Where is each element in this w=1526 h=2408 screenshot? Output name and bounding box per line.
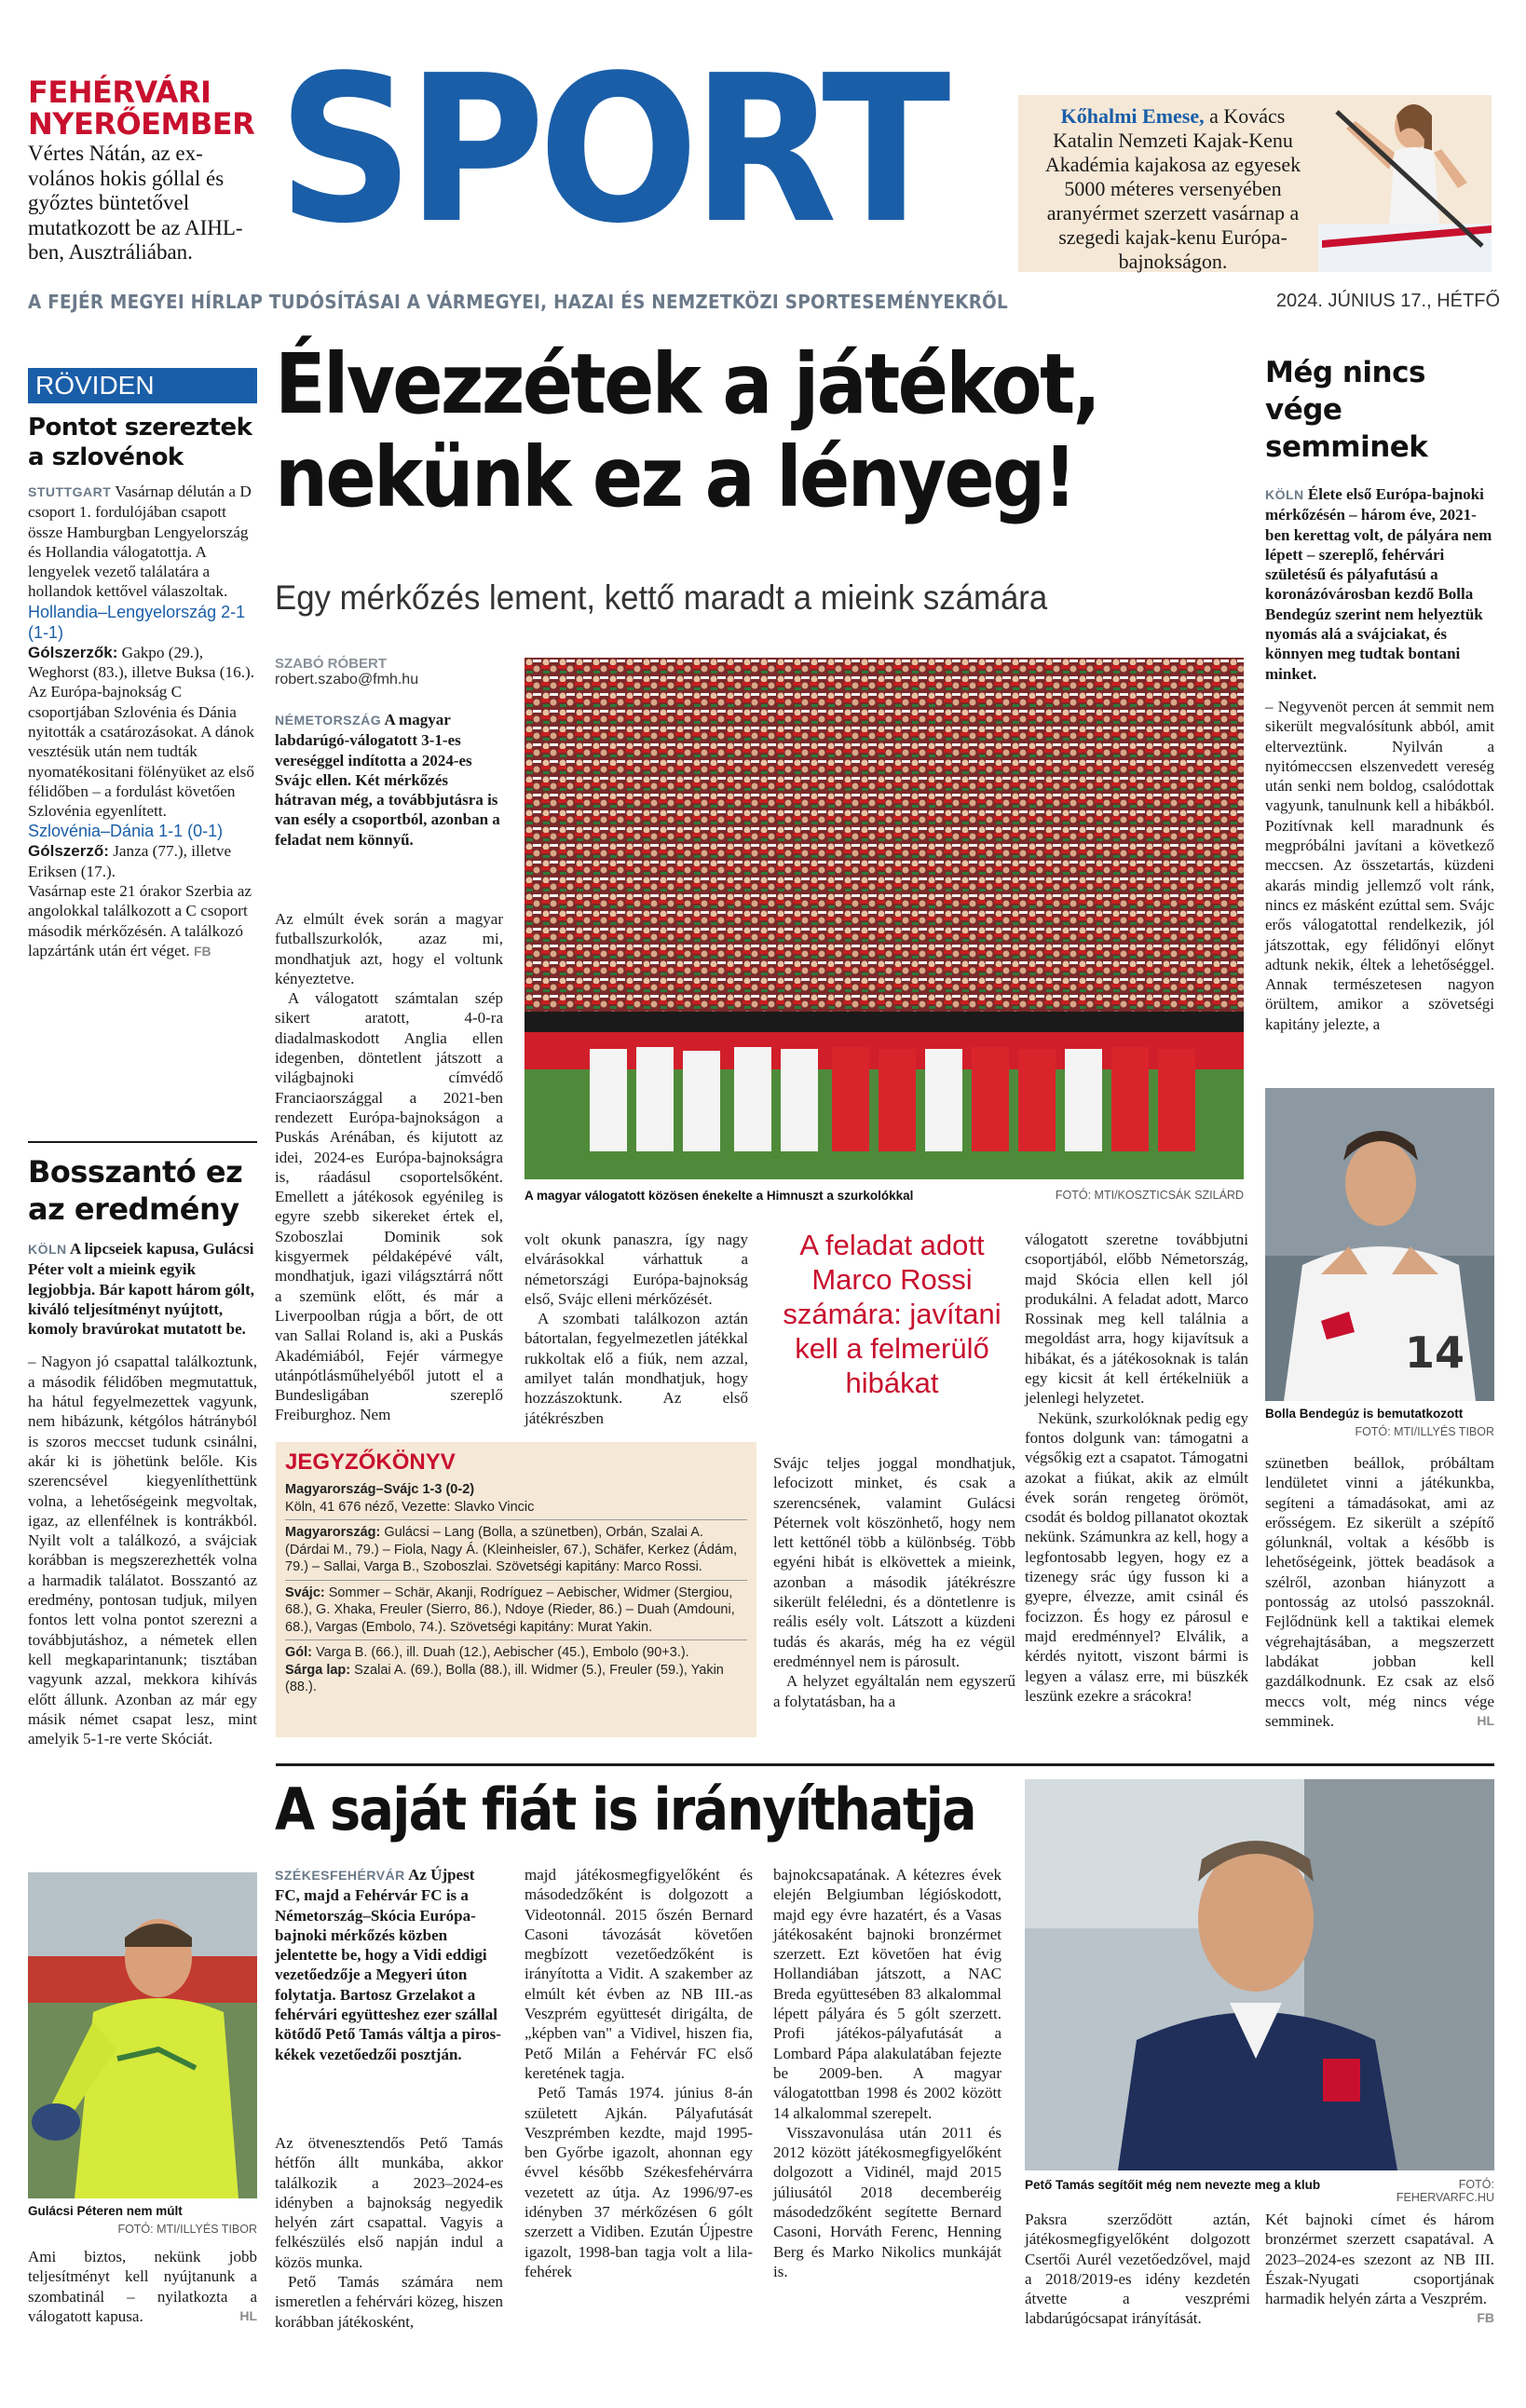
jegyzokonyv-box bbox=[276, 1442, 756, 1737]
masthead-title: SPORT bbox=[278, 33, 945, 268]
bosszanto-after-text: Ami biztos, nekünk jobb teljesítményt kell nyújtanunk a szombatinál – nyilatkozta a válogatott kapusa. bbox=[28, 2248, 257, 2325]
winner-title-line1: FEHÉRVÁRI bbox=[28, 75, 211, 110]
peto-c3b: Visszavonulása után 2011 és 2012 között játékosmegfigyelőként dolgozott a Vidinél, majd 2015 júliusától 2018 decemberéig másodedzőként segítette Bernard Casoni, Horváth Ferenc, Henning Berg és Marko Nikolics munkáját is. bbox=[773, 2123, 1001, 2280]
peto-c2b: Pető Tamás 1974. június 8-án született Ajkán. Pályafutását Veszprémben kezdte, majd 1995-ben Győrbe igazolt, ahonnan egy évvel később Székesfehérvárra vezetett az útja. Az 1996/97-es idényben 37 mérkőzésen 6 gólt szerzett a Vidiben. Ezután Újpestre igazolt, 1998-ban tagja volt a lila-fehérek bbox=[525, 2084, 753, 2280]
jk-goals-label: Gól: bbox=[285, 1645, 312, 1660]
jegyzokonyv-body bbox=[285, 1481, 747, 1696]
jk-goals-text: Varga B. (66.), ill. Duah (12.), Aebischer (45.), Embolo (90+3.). bbox=[312, 1645, 689, 1660]
roviden-location: STUTTGART bbox=[28, 484, 112, 499]
scorers1-label: Gólszerzők: bbox=[28, 643, 118, 661]
peto-photo bbox=[1025, 1779, 1494, 2170]
jk-cards bbox=[285, 1662, 747, 1696]
roviden-p2: Az Európa-bajnokság C csoportjában Szlovénia és Dánia nyitották a csatározásokat. A dánok vesztésük után nem tudták nyomatékositani fölényüket az első félidőben – a fordulást követően Szlovénia egyenlített. bbox=[28, 683, 254, 821]
peto-location: SZÉKESFEHÉRVÁR bbox=[275, 1868, 405, 1883]
peto-col5 bbox=[1265, 2210, 1494, 2329]
jk-cards-text: Szalai A. (69.), Bolla (88.), ill. Widmer (5.), Freuler (59.), Yakin (88.). bbox=[285, 1662, 724, 1694]
peto-c5: Két bajnoki címet és három bronzérmet szerzett csapatával. A 2023–2024-es szezont az NB III. Észak-Nyugati csoportjának harmadik helyén zárta a Veszprém. bbox=[1265, 2211, 1494, 2308]
author-name: SZABÓ RÓBERT bbox=[275, 656, 387, 672]
right-body: – Negyvenöt percen át semmit nem sikerült megvalósítunk abból, amit elterveztünk. Nyilván a nyitómeccsen elszenvedett vereség után senki nem boldog, csalódottak vagyunk, tanulnunk kell a hibákból. Pozitívnak kell maradnunk és megpróbálni javítani a következő meccsen. Az összetartás, küzdeni akarás mindig jellemző volt ránk, nincs ez másként ezúttal sem. Svájc erős válogatottal rendelkezik, jól játszottak, egy félidőnyi előnyt adtunk nekik, éltek a lehetőséggel. Annak természetesen nagyon örültem, amikor a szövetségi kapitány jelezte, a bbox=[1265, 697, 1494, 1033]
peto-c1: Az ötvenesztendős Pető Tamás hétfőn állt munkába, akkor találkozik a 2023–2024-es idényben a bajnokság negyedik helyén zárt csapattal. Vagyis a felkészülés első napján indul a közös munka. bbox=[275, 2134, 503, 2271]
main-col4-a: válogatott szeretne továbbjutni csoportjából, előbb Németország, majd Skócia ellen kell jól produkálni. A feladat adott, Marco Rossinak meg kell találnia a megoldást arra, hogy kijavítsuk a hibákat, és a játékosoknak is talán egy kicsit át kell értékelniük a jelenlegi helyzetet. bbox=[1025, 1231, 1248, 1408]
main-location: NÉMETORSZÁG bbox=[275, 713, 382, 728]
bolla-credit: FOTÓ: MTI/ILLYÉS TIBOR bbox=[1355, 1425, 1494, 1438]
gulacsi-caption: Gulácsi Péteren nem múlt bbox=[28, 2204, 183, 2218]
main-col3-b: A helyzet egyáltalán nem egyszerű a folytatásban, ha a bbox=[773, 1672, 1015, 1710]
jk-sui-label: Svájc: bbox=[285, 1585, 325, 1600]
peto-col3 bbox=[773, 1865, 1001, 2281]
peto-col4 bbox=[1025, 2210, 1250, 2329]
main-lead bbox=[275, 710, 503, 850]
main-col3-a: Svájc teljes joggal mondhatjuk, lefocizott minket, és csak a szerencsének, valamint Gulácsi Péternek volt köszönhető, hogy nem lett kettőnél több a különbség. Több egyéni hibát is elkövettek a mieink, azonban a második játékrészre sikerült feléledni, és a döntetlenre is reális esély volt. Látszott a küzdeni tudás és akarás, még ha ez végül eredménnyel nem is párosult. bbox=[773, 1454, 1015, 1670]
main-col3 bbox=[773, 1453, 1015, 1711]
peto-c4: Paksra szerződött aztán, játékosmegfigyelőként dolgozott Csertői Aurél vezetőedzővel, majd a 2018/2019-es idény kezdetén átvette a veszprémi labdarúgócsapat irányítását. bbox=[1025, 2211, 1250, 2328]
roviden-body bbox=[28, 482, 257, 961]
bottom-divider bbox=[276, 1763, 1494, 1766]
issue-date: 2024. JÚNIUS 17., HÉTFŐ bbox=[1275, 291, 1500, 311]
main-col4-b: Nekünk, szurkolóknak pedig egy fontos dolgunk van: támogatni a végsőkig ezt a csapatot. Támogatni azokat a fiúkat, akik az elmúlt évek során rengeteg örömöt, csodát és boldog pillanatot okoztak nekünk. Számunkra az kell, hogy a legfontosabb legyen, hogy ez a tizenegy srác úgy fusson ki a gyepre, élvezze, amit csinál és focizzon. És hogy ez párosul e majd eredménnyel? Elválik, a kérdés nyitott, viszont bármi is legyen a válasz erre, mi büszkék leszünk ezekre a srácokra! bbox=[1025, 1408, 1248, 1705]
right-article bbox=[1265, 354, 1494, 1034]
right-signature: HL bbox=[1477, 1712, 1494, 1728]
roviden-p1: Vasárnap délután a D csoport 1. fordulójában csapott össze Hamburgban Lengyelország és Hollandia válogatottja. A lengyelek vezető találatára a hollandok kettővel válaszoltak. bbox=[28, 483, 252, 601]
right-lead bbox=[1265, 484, 1494, 684]
right-after bbox=[1265, 1453, 1494, 1731]
author-email[interactable]: robert.szabo@fmh.hu bbox=[275, 672, 419, 687]
peto-lead-text: Az Újpest FC, majd a Fehérvár FC is a Németország–Skócia Európa-bajnoki mérkőzés közben jelentette be, hogy a Vidi eddigi vezetőedzője a Megyeri úton folytatja. Bartosz Grzelakot a fehérvári együtteshez ezer szállal kötődő Pető Tamás váltja a piros-kékek vezetőedzői posztján. bbox=[275, 1866, 501, 2063]
main-p2: A válogatott számtalan szép sikert aratott, 4-0-ra diadalmaskodott Anglia ellen idegenben, döntetlent játszott a világbajnoki címvédő Franciaországgal a 2021-ben rendezett Európa-bajnokságon a Puskás Arénában, és kijutott az idei, 2024-es Európa-bajnokságra is, ráadásul csoportelsőként. Emellett a játékosok egyénileg is egyre szebb sikereket értek el, Szoboszlai Dominik sok kisgyermek példaképévé vált, mondhatjuk, igazi világsztárrá nőtt a szemünk előtt, és már a Liverpoolban rúgja a bőrt, de ott van Sallai Roland is, aki a Puskás Akadémiából, Fejér vármegye utánpótlásműhelyéből jutott el a Bundesligában szereplő Freiburghoz. Nem bbox=[275, 989, 503, 1424]
jegyzokonyv-label: JEGYZŐKÖNYV bbox=[285, 1449, 456, 1475]
right-after-text: szünetben beállok, próbáltam lendületet vinni a játékunkba, segíteni a támadásokat, ami az erősségem. Ez sikerült a szépítő gólunknál, voltak a később is lehetőségeink, jöttek beadások a szélről, azonban hiányzott a pontosság az utolsó passzoknál. Fejlődnünk kell a taktikai elemek végrehajtásában, a megszerzett labdákat jobban kell gazdálkodnunk. Ez csak az első meccs volt, még nincs vége semminek. bbox=[1265, 1454, 1494, 1730]
right-lead-text: Élete első Európa-bajnoki mérkőzésén – három éve, 2021-ben kerettag volt, de pályára nem lépett – szereplő, fehérvári születésű és pályafutású a koronázóvárosban kezdő Bolla Bendegúz szerint nem helyeztük nyomás alá a svájciakat, és könnyen meg tudtak bontani minket. bbox=[1265, 485, 1492, 683]
roviden-article bbox=[28, 413, 257, 961]
gulacsi-credit: FOTÓ: MTI/ILLYÉS TIBOR bbox=[117, 2223, 257, 2236]
bosszanto-lead-text: A lipcseiek kapusa, Gulácsi Péter volt a mieink egyik legjobbja. Bár kapott három gólt, kiváló teljesítményt nyújtott, komoly bravúrokat mutatott be. bbox=[28, 1240, 255, 1339]
main-photo-credit: FOTÓ: MTI/KOSZTICSÁK SZILÁRD bbox=[1055, 1189, 1244, 1202]
jk-cards-label: Sárga lap: bbox=[285, 1662, 351, 1678]
main-headline-line2: nekünk ez a lényeg! bbox=[275, 429, 1075, 525]
jk-venue: Köln, 41 676 néző, Vezette: Slavko Vincic bbox=[285, 1499, 747, 1521]
roviden-signature: FB bbox=[194, 943, 211, 959]
winner-text: Vértes Nátán, az ex-volános hokis góllal és győztes büntetővel mutatkozott be az AIHL-ben, Ausztráliában. bbox=[28, 142, 243, 264]
winner-title-line2: NYERŐEMBER bbox=[28, 106, 255, 142]
main-col2-a: volt okunk panaszra, így nagy elvárásokkal várhattuk a németországi Európa-bajnokság első, Svájc elleni mérkőzését. bbox=[525, 1231, 748, 1308]
bosszanto-body: – Nagyon jó csapattal találkoztunk, a második félidőben megmutattuk, ha hátul fegyelmezettek vagyunk, nem hibázunk, kétgólos hátrányból is szoros meccset tudunk csinálni, akár ki is jöhetünk belőle. Kis szerencsével kiegyenlíthettünk volna, a lehetőségeink megvoltak, igaz, az ellenfélnek is kontrákból. Nyilt volt a találkozó, a svájciak korábban is megszerezhették volna a harmadik találatot. Bosszantó az eredmény, pontosan tudjuk, milyen fontos lett volna pontot szerezni a továbbjutáshoz, a németek ellen kell megkaparintanunk; tisztában vagyunk azzal, mekkora kihívás előtt állunk. Azonban az már egy másik német csapat lesz, mint amelyik 5-1-re verte Skóciát. bbox=[28, 1353, 257, 1748]
peto-col2 bbox=[525, 1865, 753, 2281]
teaser-name: Kőhalmi Emese, bbox=[1060, 104, 1205, 128]
peto-col1 bbox=[275, 2133, 503, 2332]
jk-hun-text: Gulácsi – Lang (Bolla, a szünetben), Orbán, Szalai A. (Dárdai M., 79.) – Fiola, Nagy Á. (Kleinheisler, 67.), Schäfer, Kerkez (Ádám, 79.) – Sallai, Varga B., Szoboszlai. Szövetségi kapitány: Marco Rossi. bbox=[285, 1525, 738, 1574]
bosszanto-location: KÖLN bbox=[28, 1242, 67, 1257]
roviden-p3-wrap bbox=[28, 881, 257, 961]
roviden-scorers1 bbox=[28, 643, 257, 683]
tagline-text: A FEJÉR MEGYEI HÍRLAP TUDÓSÍTÁSAI A VÁRMEGYEI, HAZAI ÉS NEMZETKÖZI SPORTESEMÉNYEKRŐL bbox=[28, 291, 1009, 313]
teaser-text bbox=[1033, 104, 1313, 274]
peto-headline: A saját fiát is irányíthatja bbox=[275, 1775, 975, 1843]
jk-match: Magyarország–Svájc 1-3 (0-2) bbox=[285, 1482, 475, 1497]
masthead-tagline bbox=[28, 291, 1500, 319]
svg-text:14: 14 bbox=[1405, 1327, 1465, 1378]
bolla-photo bbox=[1265, 1088, 1494, 1401]
main-photo bbox=[525, 658, 1244, 1179]
scorers2-text: Janza (77.), illetve Eriksen (17.). bbox=[28, 842, 232, 880]
bosszanto-lead bbox=[28, 1239, 257, 1339]
jk-goals bbox=[285, 1644, 747, 1662]
main-headline-line1: Élvezzétek a játékot, bbox=[275, 335, 1099, 432]
bosszanto-signature: HL bbox=[239, 2307, 257, 2323]
bolla-caption: Bolla Bendegúz is bemutatkozott bbox=[1265, 1407, 1464, 1421]
bosszanto-after bbox=[28, 2247, 257, 2326]
peto-signature: FB bbox=[1477, 2310, 1494, 2326]
scorers1-text: Gakpo (29.), Weghorst (83.), illetve Buksa (16.). bbox=[28, 643, 255, 682]
kayaker-photo bbox=[1318, 84, 1492, 272]
winner-title bbox=[28, 76, 261, 140]
main-col1 bbox=[275, 909, 503, 1425]
peto-caption: Pető Tamás segítőit még nem nevezte meg a klub bbox=[1025, 2178, 1321, 2192]
teaser-box[interactable] bbox=[1018, 95, 1492, 272]
main-col2-b: A szombati találkozon aztán bátortalan, fegyelmezetlen játékkal rukkoltak elő a fiúk, nem azzal, amilyet talán mondhatjuk, hogy hozzászoktunk. Az első játékrészben bbox=[525, 1310, 748, 1427]
peto-c3: bajnokcsapatának. A kétezres évek elején Belgiumban légióskodott, majd egy évre hazatért, és a Vasas játékosaként bajnoki bronzérmet szerzett. Ezt követően hat évig Hollandiában játszott, a NAC Breda együttesében 83 alkalommal lépett pályára és 5 gólt szerzett. Profi játékos-pályafutását a Lombard Pápa alakulatában fejezte be 2009-ben. A magyar válogatottban 1998 és 2002 között 14 alkalommal szerepelt. bbox=[773, 1866, 1001, 2122]
scorers2-label: Gólszerző: bbox=[28, 842, 109, 861]
winner-box bbox=[28, 76, 261, 265]
bosszanto-headline: Bosszantó ez az eredmény bbox=[28, 1154, 243, 1227]
main-subhead: Egy mérkőzés lement, kettő maradt a mieink számára bbox=[275, 578, 1048, 617]
main-headline bbox=[275, 337, 1147, 524]
teaser-body: a Kovács Katalin Nemzeti Kajak-Kenu Akadémia kajakosa az egyesek 5000 méteres versenyében aranyérmet szerzett vasárnap a szegedi kajak-kenu Európa-bajnokságon. bbox=[1044, 104, 1301, 273]
roviden-p3: Vasárnap este 21 órakor Szerbia az angolokkal találkozott a C csoport második mérkőzésén. A találkozó lapzártánk után ért véget. bbox=[28, 882, 252, 959]
main-p1: Az elmúlt évek során a magyar futballszurkolók, azaz mi, mondhatjuk azt, hogy el voltunk kényeztetve. bbox=[275, 910, 503, 987]
main-col4 bbox=[1025, 1230, 1248, 1706]
main-photo-caption: A magyar válogatott közösen énekelte a Himnuszt a szurkolókkal bbox=[525, 1189, 914, 1203]
main-byline bbox=[275, 656, 503, 688]
left-divider-1 bbox=[28, 1141, 257, 1143]
roviden-result1: Hollandia–Lengyelország 2-1 (1-1) bbox=[28, 602, 246, 642]
right-location: KÖLN bbox=[1265, 487, 1304, 502]
peto-c1b: Pető Tamás számára nem ismeretlen a fehérvári közeg, hiszen korábban játékosként, bbox=[275, 2273, 503, 2331]
roviden-label: RÖVIDEN bbox=[28, 368, 257, 403]
peto-credit: FOTÓ: FEHERVARFC.HU bbox=[1396, 2178, 1494, 2204]
roviden-headline: Pontot szereztek a szlovénok bbox=[28, 414, 252, 471]
jk-hun bbox=[285, 1524, 747, 1581]
pullquote: A feladat adott Marco Rossi számára: javítani kell a felmerülő hibákat bbox=[783, 1229, 1001, 1399]
main-lead-text: A magyar labdarúgó-válogatott 3-1-es vereséggel indította a 2024-es Svájc ellen. Két mérkőzés hátravan még, a továbbjutásra is van esély a csoportból, azonban a feladat nem könnyű. bbox=[275, 711, 500, 849]
bosszanto-article bbox=[28, 1153, 257, 1748]
roviden-result2: Szlovénia–Dánia 1-1 (0-1) bbox=[28, 822, 224, 841]
roviden-scorers2 bbox=[28, 841, 257, 881]
gulacsi-photo bbox=[28, 1872, 257, 2198]
main-col2 bbox=[525, 1230, 748, 1428]
jk-sui bbox=[285, 1585, 747, 1641]
peto-c2: majd játékosmegfigyelőként és másodedzőként is dolgozott a Videotonnál. 2015 őszén Bernard Casoni távozását követően megbízott vezetőedzőként is irányította a Vidit. A szakember az elmúlt két évben az NB III.-as Veszprém együttesét dirigálta, de „képben van" a Vidivel, hiszen fia, Pető Milán a Fehérvár FC első keretének tagja. bbox=[525, 1866, 753, 2082]
right-headline: Még nincs vége semminek bbox=[1265, 356, 1428, 464]
peto-lead bbox=[275, 1865, 503, 2064]
jk-sui-text: Sommer – Schär, Akanji, Rodríguez – Aebischer, Widmer (Stergiou, 68.), G. Xhaka, Freuler (Sierro, 86.), Ndoye (Rieder, 86.) – Duah (Amdouni, 68.), Vargas (Embolo, 74.). Szövetségi kapitány: Murat Yakin. bbox=[285, 1585, 735, 1635]
jk-hun-label: Magyarország: bbox=[285, 1525, 381, 1540]
